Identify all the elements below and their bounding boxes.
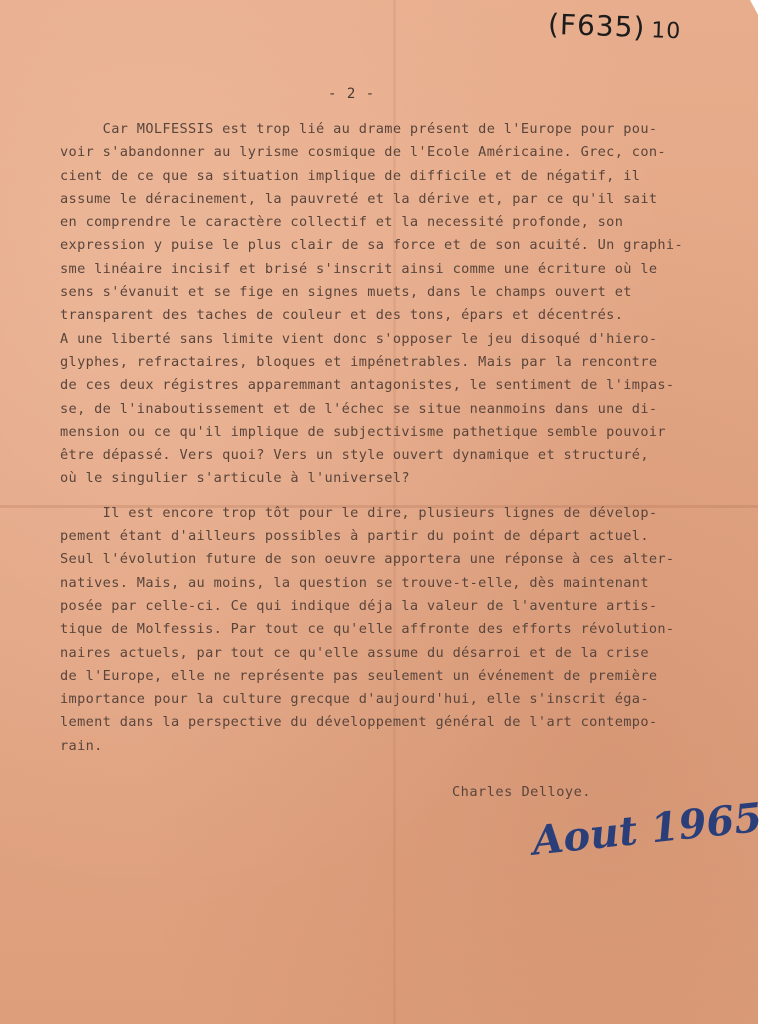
- paragraph-2: [60, 502, 750, 758]
- text-line: Seul l'évolution future de son oeuvre apportera une réponse à ces alter-: [60, 551, 675, 568]
- handwritten-date: Aout 1965: [530, 793, 764, 865]
- text-line: A une liberté sans limite vient donc s'opposer le jeu disoqué d'hiero-: [60, 330, 658, 347]
- text-line: Il est encore trop tôt pour le dire, plusieurs lignes de dévelop-: [60, 504, 658, 521]
- text-line: posée par celle-ci. Ce qui indique déja la valeur de l'aventure artis-: [60, 597, 658, 614]
- archive-ref-code: (F635): [547, 7, 646, 45]
- letter-body: [60, 118, 750, 758]
- text-line: de l'Europe, elle ne représente pas seulement un événement de première: [60, 667, 658, 684]
- text-line: se, de l'inaboutissement et de l'échec se situe neanmoins dans une di-: [60, 400, 658, 417]
- torn-corner: [750, 0, 764, 26]
- text-line: en comprendre le caractère collectif et la necessité profonde, son: [60, 214, 624, 231]
- text-line: naires actuels, par tout ce qu'elle assume du désarroi et de la crise: [60, 644, 649, 661]
- text-line: mension ou ce qu'il implique de subjectivisme pathetique semble pouvoir: [60, 423, 666, 440]
- text-line: sme linéaire incisif et brisé s'inscrit ainsi comme une écriture où le: [60, 260, 658, 277]
- text-line: voir s'abandonner au lyrisme cosmique de l'Ecole Américaine. Grec, con-: [60, 144, 666, 161]
- text-line: expression y puise le plus clair de sa force et de son acuité. Un graphi-: [60, 237, 683, 254]
- text-line: natives. Mais, au moins, la question se trouve-t-elle, dès maintenant: [60, 574, 649, 591]
- archive-page-number: 10: [650, 18, 682, 45]
- paragraph-gap: [60, 491, 750, 502]
- paragraph-1: [60, 118, 750, 491]
- text-line: cient de ce que sa situation implique de difficile et de négatif, il: [60, 167, 641, 184]
- archive-reference-annotation: [547, 8, 681, 46]
- text-line: importance pour la culture grecque d'aujourd'hui, elle s'inscrit éga-: [60, 691, 649, 708]
- text-line: rain.: [60, 737, 103, 754]
- text-line: lement dans la perspective du développement général de l'art contempo-: [60, 714, 658, 731]
- text-line: de ces deux régistres apparemmant antagonistes, le sentiment de l'impas-: [60, 377, 675, 394]
- text-line: glyphes, refractaires, bloques et impénetrables. Mais par la rencontre: [60, 353, 658, 370]
- text-line: pement étant d'ailleurs possibles à partir du point de départ actuel.: [60, 528, 649, 545]
- text-line: tique de Molfessis. Par tout ce qu'elle affronte des efforts révolution-: [60, 621, 675, 638]
- text-line: assume le déracinement, la pauvreté et la dérive et, par ce qu'il sait: [60, 190, 658, 207]
- text-line: transparent des taches de couleur et des tons, épars et décentrés.: [60, 307, 624, 324]
- text-line: Car MOLFESSIS est trop lié au drame présent de l'Europe pour pou-: [60, 121, 658, 137]
- typed-signature: Charles Delloye.: [452, 784, 591, 800]
- page-number: - 2 -: [328, 86, 376, 102]
- text-line: sens s'évanuit et se fige en signes muets, dans le champs ouvert et: [60, 284, 632, 301]
- paper-right-edge: [758, 0, 764, 1024]
- text-line: être dépassé. Vers quoi? Vers un style ouvert dynamique et structuré,: [60, 447, 649, 464]
- text-line: où le singulier s'articule à l'universel?: [60, 470, 410, 487]
